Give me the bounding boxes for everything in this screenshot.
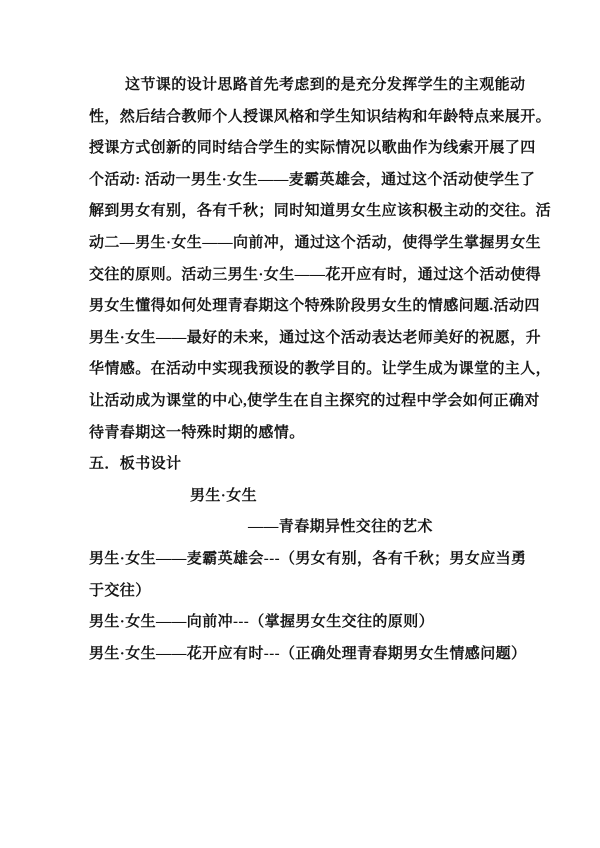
board-title: 男生·女生 xyxy=(190,487,258,504)
board-subtitle: ——青春期异性交往的艺术 xyxy=(248,519,433,536)
board-item: 男生·女生——向前冲---（掌握男女生交往的原则） xyxy=(89,614,434,631)
paragraph-line: 动二—男生·女生——向前冲，通过这个活动，使得学生掌握男女生 xyxy=(89,234,542,251)
paragraph-line: 这节课的设计思路首先考虑到的是充分发挥学生的主观能动 xyxy=(125,77,526,93)
paragraph-line: 性，然后结合教师个人授课风格和学生知识结构和年龄特点来展开。 xyxy=(89,108,552,125)
paragraph-line: 让活动成为课堂的中心,使学生在自主探究的过程中学会如何正确对 xyxy=(89,392,540,409)
paragraph-line: 授课方式创新的同时结合学生的实际情况以歌曲作为线索开展了四 xyxy=(89,140,536,157)
paragraph-line: 个活动: 活动一男生·女生——麦霸英雄会，通过这个活动使学生了 xyxy=(89,171,536,188)
paragraph-line: 解到男女有别，各有千秋；同时知道男女生应该积极主动的交往。活 xyxy=(89,203,552,220)
paragraph-line: 华情感。在活动中实现我预设的教学目的。让学生成为课堂的主人， xyxy=(89,361,552,378)
paragraph-line: 交往的原则。活动三男生·女生——花开应有时，通过这个活动使得 xyxy=(89,266,542,283)
board-item: 男生·女生——麦霸英雄会---（男女有别，各有千秋；男女应当勇 xyxy=(89,550,527,567)
paragraph-line: 男女生懂得如何处理青春期这个特殊阶段男女生的情感问题.活动四 xyxy=(89,298,540,315)
board-item: 于交往） xyxy=(89,582,151,599)
section-heading: 五．板书设计 xyxy=(89,456,182,473)
paragraph-line: 男生·女生——最好的未来，通过这个活动表达老师美好的祝愿，升 xyxy=(89,329,542,346)
paragraph-line: 待青春期这一特殊时期的感情。 xyxy=(89,424,305,441)
board-item: 男生·女生——花开应有时---（正确处理青春期男女生情感问题） xyxy=(89,645,527,662)
